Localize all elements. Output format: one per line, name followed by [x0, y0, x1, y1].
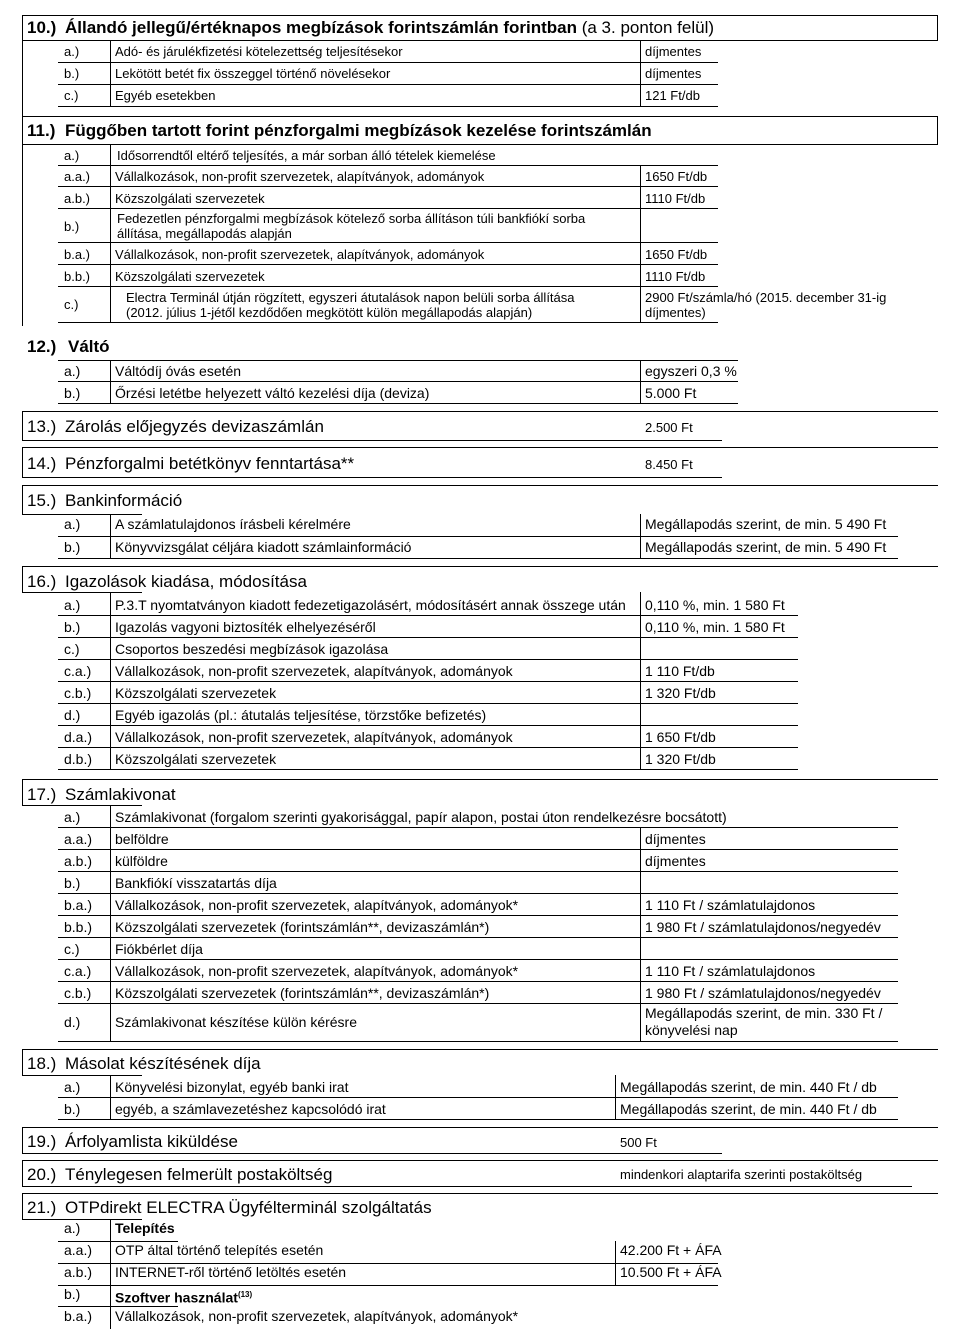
row-fee: díjmentes [645, 44, 702, 59]
row-code: a.b.) [64, 191, 91, 206]
row-code: a.) [64, 1079, 81, 1095]
row-code: a.) [64, 809, 81, 825]
row-description: Telepítés [115, 1220, 175, 1236]
row-fee: Megállapodás szerint, de min. 440 Ft / db [620, 1079, 877, 1095]
row-fee: 121 Ft/db [645, 88, 700, 103]
row-description: Vállalkozások, non-profit szervezetek, alapítványok, adományok* [115, 1308, 519, 1324]
row-fee: 1 320 Ft/db [645, 751, 716, 767]
row-code: c.) [64, 297, 79, 312]
row-fee: 1110 Ft/db [645, 191, 706, 206]
row-code: b.) [64, 1101, 81, 1117]
row-code: b.a.) [64, 1308, 93, 1324]
row-description: Közszolgálati szervezetek [115, 685, 277, 701]
row-description: Számlakivonat (forgalom szerinti gyakorisággal, papír alapon, postai úton rendelkezésre bocsátott) [115, 809, 727, 825]
row-code: b.) [64, 385, 81, 401]
row-description: Vállalkozások, non-profit szervezetek, alapítványok, adományok [115, 169, 485, 184]
section-21-title: OTPdirekt ELECTRA Ügyfélterminál szolgáltatás [65, 1198, 432, 1217]
row-description: Szoftver használat$^{(13)}$ [115, 1289, 253, 1306]
row-description: Egyéb igazolás (pl.: átutalás teljesítése, törzstőke befizetés) [115, 707, 487, 723]
row-code: a.) [64, 44, 80, 59]
section-21-number: 21.) [27, 1198, 57, 1217]
row-code: a.) [64, 363, 81, 379]
row-description: Csoportos beszedési megbízások igazolása [115, 641, 389, 657]
row-description: Könyvelési bizonylat, egyéb banki irat [115, 1079, 349, 1095]
row-code: b.a.) [64, 247, 91, 262]
row-fee-line2: díjmentes) [645, 305, 706, 320]
footnote-marker: (13) [237, 1290, 253, 1299]
row-fee: Megállapodás szerint, de min. 440 Ft / db [620, 1101, 877, 1117]
section-20-number: 20.) [27, 1165, 57, 1184]
row-fee: díjmentes [645, 66, 702, 81]
row-fee: egyszeri 0,3 % [645, 363, 737, 379]
row-fee: 1 110 Ft/db [645, 663, 715, 679]
row-code: c.a.) [64, 963, 92, 979]
row-description-line2: (2012. július 1-jétől kezdődően megkötött külön megállapodás alapján) [126, 305, 533, 320]
row-code: a.a.) [64, 831, 93, 847]
row-code: b.) [64, 1286, 81, 1302]
section-17-title: Számlakivonat [65, 785, 176, 804]
row-description: Lekötött betét fix összeggel történő növelésekor [115, 66, 391, 81]
row-fee: 1 320 Ft/db [645, 685, 716, 701]
row-code: d.) [64, 707, 81, 723]
section-19-number: 19.) [27, 1132, 57, 1151]
section-11-number: 11.) [27, 121, 56, 140]
row-code: a.a.) [64, 1242, 93, 1258]
row-description: Közszolgálati szervezetek [115, 191, 265, 206]
row-code: b.a.) [64, 897, 93, 913]
row-description: Vállalkozások, non-profit szervezetek, alapítványok, adományok* [115, 963, 519, 979]
row-fee-line1: 2900 Ft/számla/hó (2015. december 31-ig [645, 290, 887, 305]
row-description: OTP által történő telepítés esetén [115, 1242, 324, 1258]
row-fee: 1650 Ft/db [645, 247, 708, 262]
row-description: Vállalkozások, non-profit szervezetek, alapítványok, adományok [115, 247, 485, 262]
row-code: a.b.) [64, 1264, 93, 1280]
row-description-line1: Electra Terminál útján rögzített, egyszeri átutalások napon belüli sorba állítása [126, 290, 575, 305]
row-description: külföldre [115, 853, 168, 869]
row-description: Igazolás vagyoni biztosíték elhelyezéséről [115, 619, 376, 635]
section-20-title: Ténylegesen felmerült postaköltség [65, 1165, 333, 1184]
row-description: belföldre [115, 831, 169, 847]
row-description: Egyéb esetekben [115, 88, 216, 103]
row-fee: díjmentes [645, 831, 706, 847]
row-code: c.) [64, 88, 79, 103]
row-code: c.b.) [64, 985, 92, 1001]
row-code: c.b.) [64, 685, 92, 701]
section-15-number: 15.) [27, 491, 57, 510]
row-description: INTERNET-ről történő letöltés esetén [115, 1264, 347, 1280]
row-description: Idősorrendtől eltérő teljesítés, a már sorban álló tételek kiemelése [117, 148, 496, 163]
row-fee: 1 650 Ft/db [645, 729, 716, 745]
row-code: b.b.) [64, 269, 91, 284]
section-13-fee: 2.500 Ft [645, 420, 693, 435]
row-description-line1: Fedezetlen pénzforgalmi megbízások kötelező sorba állításon túli bankfiókí sorba [117, 211, 586, 226]
section-18-title: Másolat készítésének díja [65, 1054, 261, 1073]
row-description: P.3.T nyomtatványon kiadott fedezetigazolásért, módosításért annak összege után [115, 597, 626, 613]
row-description: Könyvvizsgálat céljára kiadott számlainformáció [115, 539, 412, 555]
row-fee-line1: Megállapodás szerint, de min. 330 Ft / [645, 1005, 883, 1021]
row-description: Közszolgálati szervezetek (forintszámlán**, devizaszámlán*) [115, 919, 490, 935]
row-description: Váltódíj óvás esetén [115, 363, 242, 379]
row-description: Közszolgálati szervezetek [115, 751, 277, 767]
section-18-number: 18.) [27, 1054, 57, 1073]
row-code: d.b.) [64, 751, 93, 767]
section-14-fee: 8.450 Ft [645, 457, 693, 472]
row-fee: 1110 Ft/db [645, 269, 706, 284]
row-code: a.b.) [64, 853, 93, 869]
row-fee: 1 110 Ft / számlatulajdonos [645, 897, 816, 913]
row-fee: Megállapodás szerint, de min. 5 490 Ft [645, 516, 887, 532]
section-13-title: Zárolás előjegyzés devizaszámlán [65, 417, 324, 436]
section-11-title: Függőben tartott forint pénzforgalmi megbízások kezelése forintszámlán [65, 121, 652, 140]
row-fee: 10.500 Ft + ÁFA [620, 1264, 722, 1280]
row-description: egyéb, a számlavezetéshez kapcsolódó irat [115, 1101, 386, 1117]
section-15-title: Bankinformáció [65, 491, 183, 510]
section-14-title: Pénzforgalmi betétkönyv fenntartása** [65, 454, 355, 473]
row-description: Vállalkozások, non-profit szervezetek, alapítványok, adományok [115, 663, 513, 679]
row-code: c.) [64, 641, 80, 657]
row-code: b.b.) [64, 919, 93, 935]
row-fee-line2: könyvelési nap [645, 1022, 738, 1038]
row-code: b.) [64, 66, 80, 81]
row-fee: 42.200 Ft + ÁFA [620, 1242, 722, 1258]
section-17-number: 17.) [27, 785, 57, 804]
row-code: a.) [64, 597, 81, 613]
section-14-number: 14.) [27, 454, 57, 473]
row-fee: díjmentes [645, 853, 706, 869]
row-description: Vállalkozások, non-profit szervezetek, alapítványok, adományok [115, 729, 513, 745]
row-fee: 1 980 Ft / számlatulajdonos/negyedév [645, 919, 881, 935]
section-12-title: Váltó [68, 337, 110, 356]
row-description: Bankfiókí visszatartás díja [115, 875, 277, 891]
row-code: d.a.) [64, 729, 93, 745]
row-fee: 1 110 Ft / számlatulajdonos [645, 963, 816, 979]
row-code: a.a.) [64, 169, 91, 184]
row-description: Fiókbérlet díja [115, 941, 203, 957]
section-13-number: 13.) [27, 417, 57, 436]
row-code: c.) [64, 941, 80, 957]
row-description: Adó- és járulékfizetési kötelezettség teljesítésekor [115, 44, 403, 59]
row-fee: 5.000 Ft [645, 385, 697, 401]
section-16-number: 16.) [27, 572, 57, 591]
row-description: Számlakivonat készítése külön kérésre [115, 1014, 357, 1030]
section-12-number: 12.) [27, 337, 57, 356]
row-fee: 0,110 %, min. 1 580 Ft [645, 597, 785, 613]
row-description: Közszolgálati szervezetek (forintszámlán**, devizaszámlán*) [115, 985, 490, 1001]
row-code: b.) [64, 875, 81, 891]
row-description: Őrzési letétbe helyezett váltó kezelési díja (deviza) [115, 385, 430, 401]
row-code: a.) [64, 1220, 81, 1236]
row-fee: 0,110 %, min. 1 580 Ft [645, 619, 785, 635]
row-description: Vállalkozások, non-profit szervezetek, alapítványok, adományok* [115, 897, 519, 913]
section-19-title: Árfolyamlista kiküldése [65, 1132, 238, 1151]
section-19-fee: 500 Ft [620, 1135, 657, 1150]
row-description: A számlatulajdonos írásbeli kérelmére [115, 516, 351, 532]
row-code: a.) [64, 148, 80, 163]
row-fee: 1 980 Ft / számlatulajdonos/negyedév [645, 985, 881, 1001]
row-fee: 1650 Ft/db [645, 169, 708, 184]
section-10-number: 10.) [27, 18, 57, 37]
section-20-fee: mindenkori alaptarifa szerinti postaköltség [620, 1167, 863, 1182]
row-code: b.) [64, 619, 81, 635]
row-description: Közszolgálati szervezetek [115, 269, 265, 284]
row-fee: Megállapodás szerint, de min. 5 490 Ft [645, 539, 887, 555]
section-10-title: Állandó jellegű/értéknapos megbízások forintszámlán forintban (a 3. ponton felül) [65, 18, 715, 37]
row-code: d.) [64, 1014, 81, 1030]
row-description-line2: állítása, megállapodás alapján [117, 226, 292, 241]
row-code: b.) [64, 539, 81, 555]
row-code: b.) [64, 219, 80, 234]
section-16-title: Igazolások kiadása, módosítása [65, 572, 307, 591]
row-code: a.) [64, 516, 81, 532]
row-code: c.a.) [64, 663, 92, 679]
